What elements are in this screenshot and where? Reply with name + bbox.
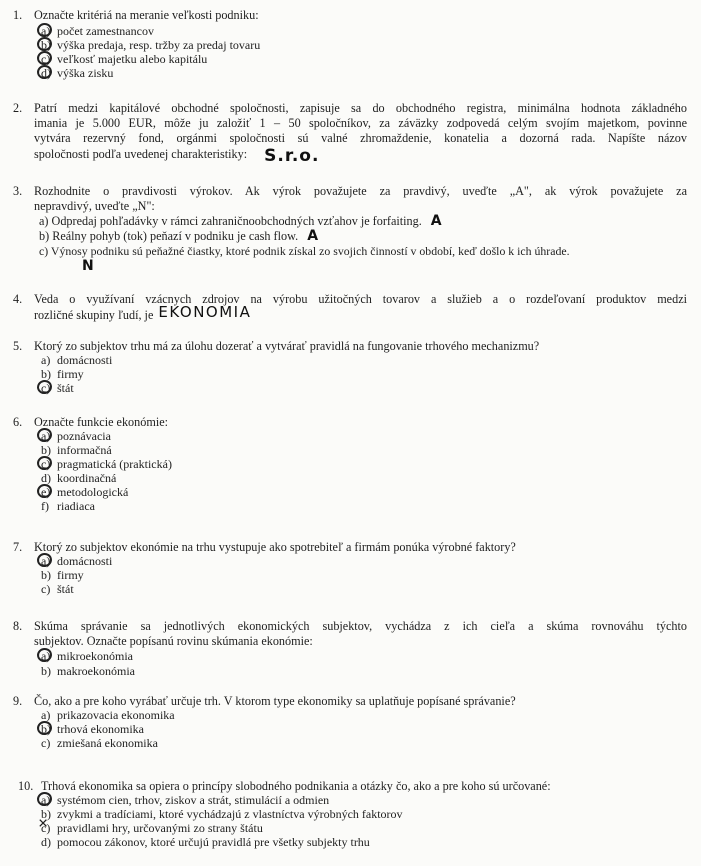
option-letter: c) × [41,822,54,835]
option-letter: c) [41,382,54,395]
question-number: 8. [13,619,23,633]
question-text: Označte funkcie ekonómie: [34,415,169,429]
option-letter: b) [41,443,51,457]
question-number: 4. [13,292,23,306]
option-letter: c) [41,736,51,750]
option-text: štát [57,381,74,395]
option-text: domácnosti [57,554,113,568]
question-text-line: Rozhodnite o pravdivosti výrokov. Ak výrok považujete za pravdivý, uveďte „A", ak výrok považujete za [34,184,687,198]
option-text: prikazovacia ekonomika [57,708,175,722]
option-text: informačná [57,443,112,457]
option-d[interactable] [41,836,370,849]
option-b[interactable] [41,569,84,582]
option-letter: a) [41,353,51,367]
question-text-last: spoločnosti podľa uvedenej charakteristiky: [34,147,248,161]
option-a[interactable] [41,430,111,443]
handwritten-answer[interactable]: A [307,228,320,244]
option-text: výška predaja, resp. tržby za predaj tovaru [57,38,261,52]
option-letter: b) [41,664,51,678]
question-number: 2. [13,101,23,115]
option-letter: a) [41,650,54,663]
option-c[interactable] [41,822,263,835]
option-letter: c) [41,458,54,471]
question-text: Ktorý zo subjektov trhu má za úlohu dozerať a vytvárať pravidlá na fungovanie trhového mechanizmu? [34,339,540,353]
question-number: 3. [13,184,23,198]
handwritten-answer[interactable]: EKONOMIA [158,303,252,321]
option-text: veľkosť majetku alebo kapitálu [57,52,208,66]
question-text-last: rozličné skupiny ľudí, je [34,308,154,322]
question-number: 6. [13,415,23,429]
option-letter: e) [41,486,54,499]
option-b[interactable] [41,39,260,52]
option-text: firmy [57,367,84,381]
option-text: zmiešaná ekonomika [57,736,158,750]
question-number: 9. [13,694,23,708]
question-text: Označte kritériá na meranie veľkosti podniku: [34,8,259,22]
option-b[interactable] [41,808,403,821]
statement-text: Odpredaj pohľadávky v rámci zahraničnoobchodných vzťahov je forfaiting. [51,214,422,228]
option-c[interactable] [41,53,207,66]
option-text: firmy [57,568,84,582]
handwritten-answer[interactable]: N [82,258,95,274]
option-b[interactable] [41,444,112,457]
question-text-line: Patrí medzi kapitálové obchodné spoločnosti, zapisuje sa do obchodného registra, minimálna hodnota základného [34,101,687,115]
option-text: štát [57,582,74,596]
statement-a [39,214,687,228]
option-a[interactable] [41,555,112,568]
statement-text: Výnosy podniku sú peňažné čiastky, ktoré podnik získal zo svojich činností v období, keď došlo k ich úhrade. [50,244,570,258]
option-letter: a) [41,25,54,38]
option-b[interactable] [41,723,144,736]
option-text: systémom cien, trhov, ziskov a strát, stimulácií a odmien [57,793,330,807]
option-e[interactable] [41,486,128,499]
option-c[interactable] [41,382,74,395]
option-text: domácnosti [57,353,113,367]
option-c[interactable] [41,583,74,596]
question-text-line [34,303,687,322]
option-letter: a) [41,555,54,568]
option-letter: d) [41,67,54,80]
option-b[interactable] [41,665,135,678]
statement-text: Reálny pohyb (tok) peňazí v podniku je cash flow. [52,229,299,243]
option-a[interactable] [41,794,329,807]
question-number: 5. [13,339,23,353]
option-text: riadiaca [57,499,95,513]
option-a[interactable] [41,650,133,663]
option-d[interactable] [41,67,113,80]
option-letter: b) [41,723,54,736]
option-letter: b) [41,367,51,381]
option-letter: a) [41,794,54,807]
option-letter: f) [41,499,49,513]
option-letter: d) [41,471,51,485]
option-text: pragmatická (praktická) [57,457,172,471]
statement-letter: a) [39,214,49,228]
question-text-line: Veda o využívaní vzácnych zdrojov na výrobu užitočných tovarov a služieb a o rozdeľovaní produktov medzi [34,292,687,306]
statement-b [39,229,687,243]
option-a[interactable] [41,25,154,38]
option-c[interactable] [41,737,158,750]
statement-letter: b) [39,229,50,243]
option-letter: b) [41,807,51,821]
option-letter: d) [41,835,51,849]
option-letter: c) [41,53,54,66]
option-letter: c) [41,582,51,596]
option-a[interactable] [41,709,175,722]
option-text: pravidlami hry, určovanými zo strany štátu [57,821,263,835]
question-text-line [34,146,687,166]
question-text-line: Skúma správanie sa jednotlivých ekonomických subjektov, vychádza z ich cieľa a skúma rovnováhu týchto [34,619,687,633]
option-text: makroekonómia [57,664,135,678]
option-text: výška zisku [57,66,114,80]
option-letter: a) [41,430,54,443]
option-text: počet zamestnancov [57,24,154,38]
question-text: Trhová ekonomika sa opiera o princípy slobodného podnikania a otázky čo, ako a pre koho sú určované: [41,779,551,793]
option-b[interactable] [41,368,84,381]
option-text: metodologická [57,485,129,499]
option-text: koordinačná [57,471,117,485]
question-number: 10. [18,779,34,793]
option-text: pomocou zákonov, ktoré určujú pravidlá pre všetky subjekty trhu [57,835,370,849]
option-text: zvykmi a tradíciami, ktoré vychádzajú z vlastníctva výrobných faktorov [57,807,403,821]
option-text: trhová ekonomika [57,722,144,736]
option-letter: b) [41,568,51,582]
question-number: 7. [13,540,23,554]
option-letter: a) [41,708,51,722]
question-text: Ktorý zo subjektov ekonómie na trhu vystupuje ako spotrebiteľ a firmám ponúka výrobné faktory? [34,540,516,554]
question-text-line: imania je 5.000 EUR, môže ju založiť 1 – 50 spoločníkov, za záväzky zodpovedá celým svojím majetkom, povinne [34,116,687,130]
question-text-line: vytvára rezervný fond, orgánmi spoločnosti sú valné zhromaždenie, konatelia a dozorná rada. Napíšte názov [34,131,687,145]
statement-c [39,244,687,258]
statement-letter: c) [39,244,49,258]
handwritten-answer[interactable]: S.r.o. [264,146,320,166]
question-text: Čo, ako a pre koho vyrábať určuje trh. V ktorom type ekonomiky sa uplatňuje popísané správanie? [34,694,516,708]
option-d[interactable] [41,472,116,485]
option-letter: b) [41,39,54,52]
option-c[interactable] [41,458,172,471]
question-text-line: nepravdivý, uveďte „N": [34,199,155,213]
option-text: poznávacia [57,429,111,443]
question-number: 1. [13,8,23,22]
option-text: mikroekonómia [57,649,133,663]
option-f[interactable] [41,500,95,513]
handwritten-answer[interactable]: A [430,213,443,229]
question-text-line: subjektov. Označte popísanú rovinu skúmania ekonómie: [34,634,313,648]
option-a[interactable] [41,354,112,367]
